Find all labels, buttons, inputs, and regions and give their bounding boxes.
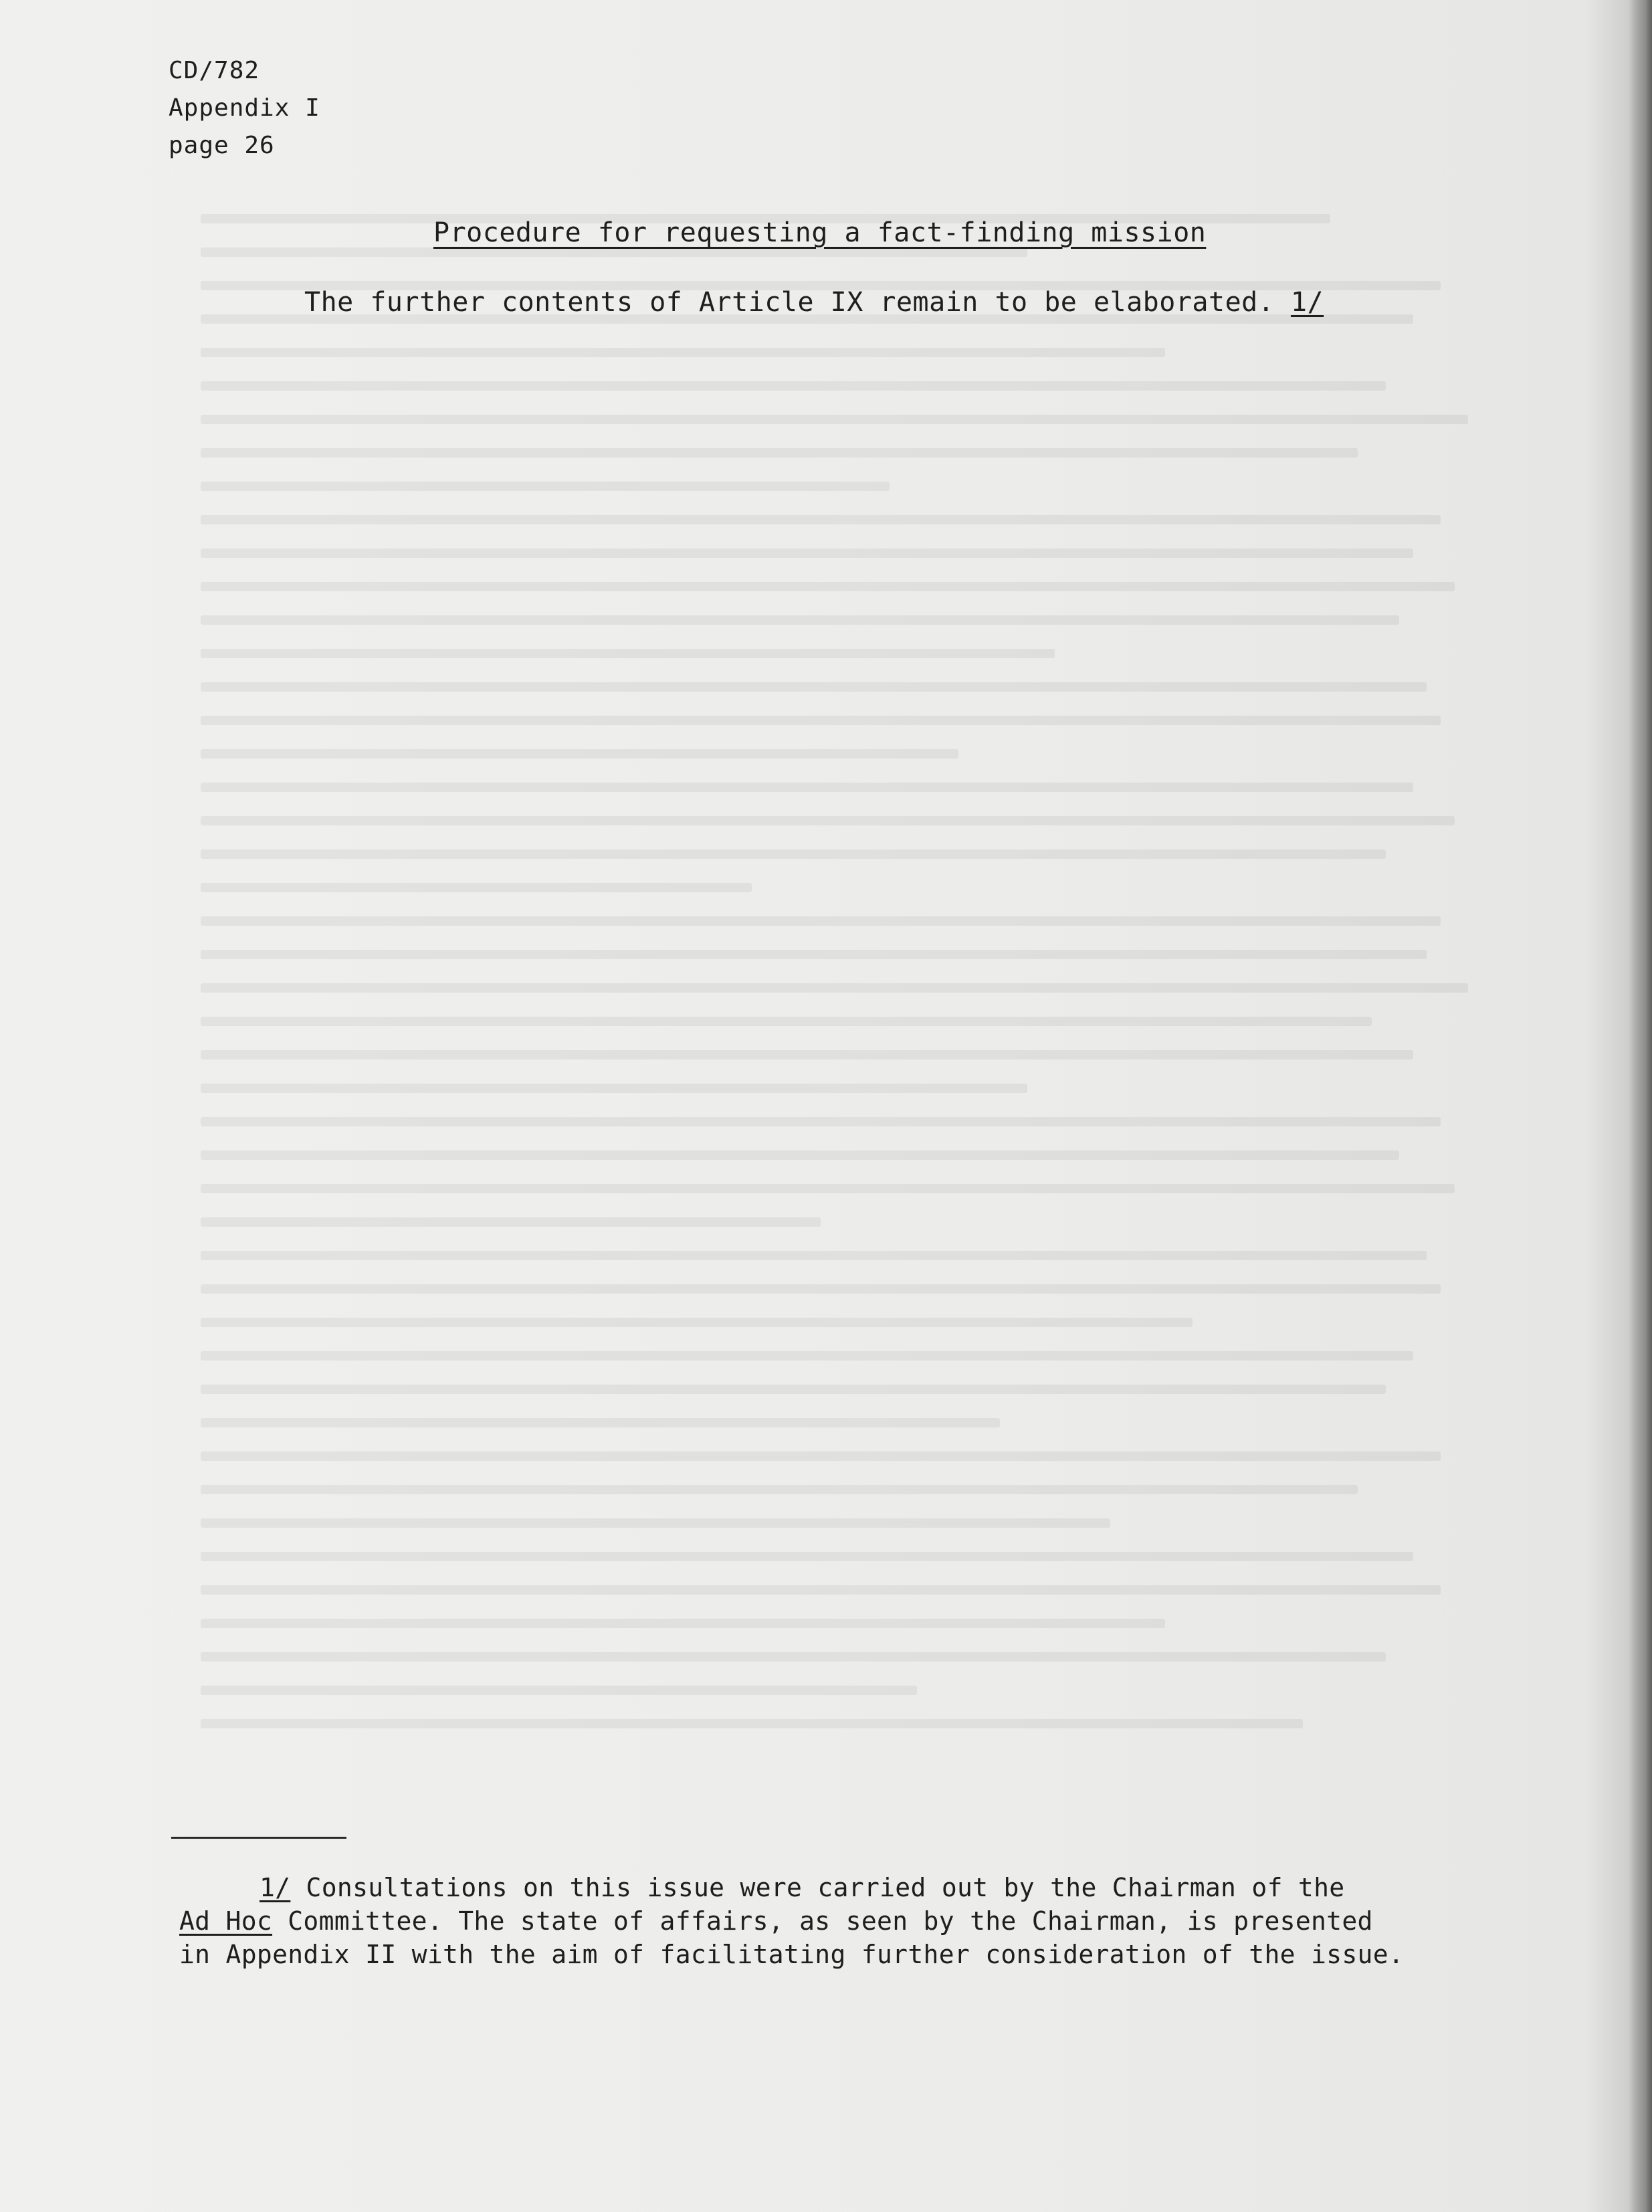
appendix-label: Appendix I: [169, 94, 320, 122]
footnote-line-2: [179, 1904, 1404, 1938]
footnote-marker: 1/: [260, 1873, 291, 1902]
show-through-background: [201, 214, 1578, 1786]
footnote-line-1-text: Consultations on this issue were carried out by the Chairman of the: [306, 1873, 1345, 1902]
section-title: Procedure for requesting a fact-finding mission: [433, 217, 1207, 248]
document-header: [169, 52, 320, 165]
intro-text: The further contents of Article IX remain to be elaborated.: [304, 287, 1291, 318]
page-number: page 26: [169, 132, 275, 159]
document-symbol: CD/782: [169, 57, 260, 84]
ad-hoc-underlined: Ad Hoc: [179, 1906, 273, 1936]
page-edge-shadow: [1629, 0, 1652, 2212]
footnote-line-3: in Appendix II with the aim of facilitating further consideration of the issue.: [179, 1940, 1405, 1969]
footnote-line-1: [179, 1871, 1404, 1904]
footnote-divider: [171, 1837, 346, 1839]
footnote-line-2-text: Committee. The state of affairs, as seen by the Chairman, is presented: [272, 1906, 1373, 1936]
intro-paragraph: [304, 284, 1324, 321]
footnote-reference: 1/: [1290, 287, 1324, 318]
footnote: [179, 1871, 1404, 1971]
